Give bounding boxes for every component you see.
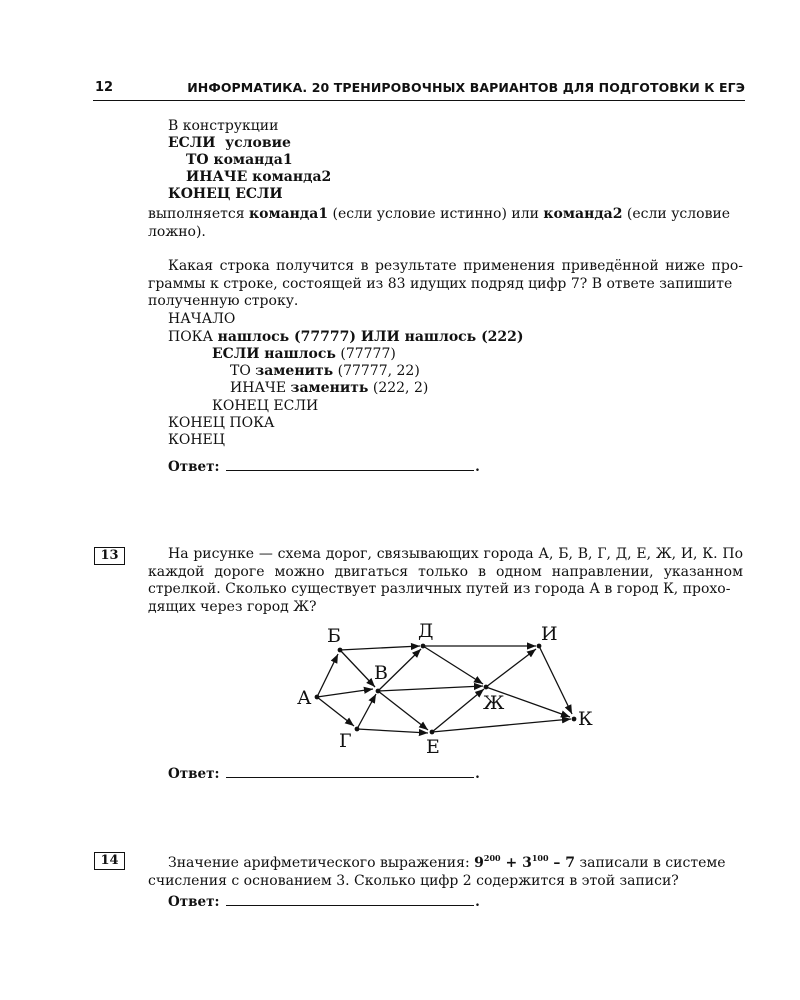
edge-b-v <box>340 650 375 687</box>
answer-field-13[interactable]: Ответ: . <box>168 766 480 782</box>
prog-if: ЕСЛИ нашлось (77777) <box>212 346 396 362</box>
endif-line: КОНЕЦ ЕСЛИ <box>168 186 283 202</box>
label-d: Д <box>418 620 434 642</box>
node-b <box>338 648 343 653</box>
node-k <box>572 717 577 722</box>
prog-else: ИНАЧЕ заменить (222, 2) <box>230 380 429 396</box>
edge-g-e <box>357 729 428 733</box>
prog-while: ПОКА нашлось (77777) ИЛИ нашлось (222) <box>168 329 524 345</box>
exec-paragraph: выполняется команда1 (если условие истинно) или команда2 (если условие ложно). <box>148 206 731 240</box>
prog-end: КОНЕЦ <box>168 432 225 448</box>
answer-field-14[interactable]: Ответ: . <box>168 894 480 910</box>
label-i: И <box>541 623 558 645</box>
intro-text: В конструкции <box>168 118 279 134</box>
edge-zh-i <box>486 649 536 687</box>
label-zh: Ж <box>483 692 505 714</box>
label-b: Б <box>327 625 341 647</box>
node-v <box>376 689 381 694</box>
edge-i-k <box>539 646 572 714</box>
node-zh <box>484 685 489 690</box>
task-number-14: 14 <box>94 852 125 870</box>
edge-e-k <box>432 719 571 732</box>
edge-a-b <box>317 654 338 697</box>
node-d <box>421 644 426 649</box>
task13-text: На рисунке — схема дорог, связывающих города А, Б, В, Г, Д, Е, Ж, И, К. По каждой дороге можно двигаться только в одном направлении, указанном стрелкой. Сколько существует различных путей из города А в город К, прохо- дящих через город Ж? <box>148 546 743 615</box>
edge-d-zh <box>423 646 483 684</box>
question-paragraph: Какая строка получится в результате применения приведённой ниже про- граммы к строке, состоящей из 83 идущих подряд цифр 7? В ответе запишите полученную строку. <box>148 258 743 309</box>
edge-e-zh <box>432 689 484 732</box>
node-e <box>430 730 435 735</box>
prog-endwhile: КОНЕЦ ПОКА <box>168 415 275 431</box>
edge-a-v <box>317 689 373 697</box>
label-k: К <box>578 708 593 730</box>
prog-then: ТО заменить (77777, 22) <box>230 363 420 379</box>
page-number: 12 <box>95 80 114 95</box>
prog-start: НАЧАЛО <box>168 311 236 327</box>
label-a: А <box>297 687 312 709</box>
label-v: В <box>374 662 388 684</box>
node-g <box>355 727 360 732</box>
task-number-13: 13 <box>94 547 125 565</box>
label-g: Г <box>339 730 352 752</box>
node-a <box>315 695 320 700</box>
label-e: Е <box>426 736 440 758</box>
prog-endif: КОНЕЦ ЕСЛИ <box>212 398 319 414</box>
road-graph <box>280 615 610 760</box>
if-line: ЕСЛИ условие <box>168 135 291 151</box>
edge-b-d <box>340 646 420 650</box>
edge-g-v <box>357 694 376 729</box>
then-line: ТО команда1 <box>186 152 293 168</box>
edge-v-zh <box>378 686 483 691</box>
answer-field-12[interactable]: Ответ: . <box>168 459 480 475</box>
else-line: ИНАЧЕ команда2 <box>186 169 332 185</box>
task14-text: Значение арифметического выражения: $9^{200} + 3^{100} - 7$ записали в системе счисления с основанием 3. Сколько цифр 2 содержится в этой записи? <box>148 853 726 889</box>
edge-a-g <box>317 697 354 726</box>
edge-v-e <box>378 691 428 730</box>
book-title: ИНФОРМАТИКА. 20 ТРЕНИРОВОЧНЫХ ВАРИАНТОВ ДЛЯ ПОДГОТОВКИ К ЕГЭ <box>187 80 745 95</box>
header-rule <box>93 100 745 101</box>
